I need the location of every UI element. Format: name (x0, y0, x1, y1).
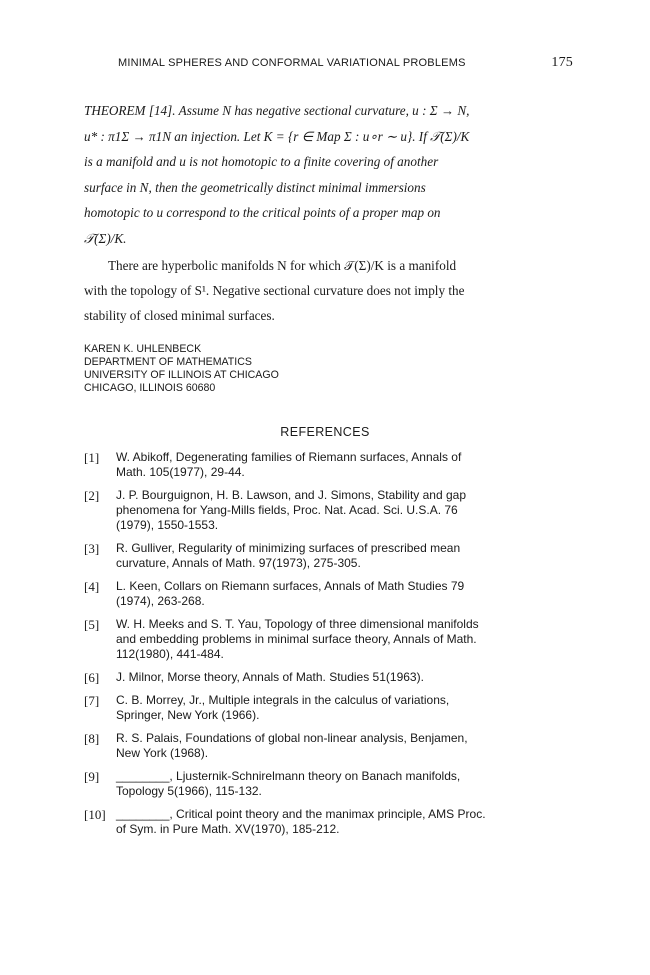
theorem-line: homotopic to u correspond to the critical points of a proper map on (84, 205, 441, 220)
reference-line: C. B. Morrey, Jr., Multiple integrals in the calculus of variations, (116, 693, 450, 707)
author-address (84, 343, 279, 395)
reference-number: [3] (84, 541, 100, 556)
theorem-line: is a manifold and u is not homotopic to a finite covering of another (84, 154, 439, 169)
address-line: CHICAGO, ILLINOIS 60680 (84, 382, 216, 394)
reference-line: J. P. Bourguignon, H. B. Lawson, and J. Simons, Stability and gap (116, 488, 466, 502)
reference-number: [2] (84, 488, 100, 503)
reference-line: W. H. Meeks and S. T. Yau, Topology of three dimensional manifolds (116, 617, 479, 631)
reference-line: 112(1980), 441-484. (116, 647, 224, 661)
reference-number: [5] (84, 617, 100, 632)
reference-item (84, 670, 584, 685)
page-number: 175 (551, 55, 573, 70)
reference-text (116, 670, 584, 685)
reference-text (116, 579, 584, 609)
reference-line: Math. 105(1977), 29-44. (116, 465, 245, 479)
reference-text (116, 769, 584, 799)
reference-item (84, 579, 584, 609)
reference-line: R. S. Palais, Foundations of global non-linear analysis, Benjamen, (116, 731, 468, 745)
reference-line: L. Keen, Collars on Riemann surfaces, Annals of Math Studies 79 (116, 579, 465, 593)
theorem-line: THEOREM [14]. Assume N has negative sectional curvature, u : Σ → N, (84, 103, 470, 118)
reference-line: ________, Ljusternik-Schnirelmann theory on Banach manifolds, (116, 769, 461, 783)
reference-number: [7] (84, 693, 100, 708)
reference-text (116, 541, 584, 571)
address-line: UNIVERSITY OF ILLINOIS AT CHICAGO (84, 369, 279, 381)
reference-item (84, 450, 584, 480)
reference-line: J. Milnor, Morse theory, Annals of Math. Studies 51(1963). (116, 670, 424, 684)
reference-text (116, 731, 584, 761)
reference-line: R. Gulliver, Regularity of minimizing surfaces of prescribed mean (116, 541, 461, 555)
theorem-line: surface in N, then the geometrically distinct minimal immersions (84, 179, 426, 195)
reference-text (116, 693, 584, 723)
reference-line: W. Abikoff, Degenerating families of Riemann surfaces, Annals of (116, 450, 462, 464)
reference-line: ________, Critical point theory and the manimax principle, AMS Proc. (116, 807, 486, 821)
references-heading: REFERENCES (280, 425, 370, 439)
reference-item (84, 488, 584, 533)
reference-text (116, 488, 584, 533)
reference-item (84, 541, 584, 571)
reference-number: [8] (84, 731, 100, 746)
reference-line: (1979), 1550-1553. (116, 518, 219, 532)
address-line: DEPARTMENT OF MATHEMATICS (84, 356, 252, 368)
reference-text (116, 450, 584, 480)
theorem-line: u* : π1Σ → π1N an injection. Let K = {r ∈ Map Σ : u∘r ∼ u}. If 𝒯(Σ)/K (84, 128, 470, 144)
theorem-line: 𝒯(Σ)/K. (84, 230, 127, 246)
reference-number: [1] (84, 450, 100, 465)
reference-text (116, 807, 584, 837)
references-list (84, 450, 584, 845)
reference-number: [4] (84, 579, 100, 594)
reference-line: New York (1968). (116, 746, 209, 760)
reference-line: (1974), 263-268. (116, 594, 205, 608)
remark-line: There are hyperbolic manifolds N for which 𝒯(Σ)/K is a manifold (108, 258, 457, 273)
reference-number: [6] (84, 670, 100, 685)
reference-line: and embedding problems in minimal surface theory, Annals of Math. (116, 632, 477, 646)
remark-line: with the topology of S¹. Negative sectional curvature does not imply the (84, 283, 465, 298)
reference-item (84, 617, 584, 662)
reference-number: [10] (84, 807, 106, 822)
reference-item (84, 807, 584, 837)
author-name: KAREN K. UHLENBECK (84, 343, 202, 355)
remark-paragraph (84, 253, 580, 328)
reference-line: Springer, New York (1966). (116, 708, 260, 722)
reference-line: of Sym. in Pure Math. XV(1970), 185-212. (116, 822, 340, 836)
reference-item (84, 693, 584, 723)
reference-item (84, 731, 584, 761)
running-title: MINIMAL SPHERES AND CONFORMAL VARIATIONAL PROBLEMS (118, 57, 466, 69)
reference-line: curvature, Annals of Math. 97(1973), 275-305. (116, 556, 361, 570)
reference-text (116, 617, 584, 662)
reference-number: [9] (84, 769, 100, 784)
reference-line: Topology 5(1966), 115-132. (116, 784, 262, 798)
reference-line: phenomena for Yang-Mills fields, Proc. Nat. Acad. Sci. U.S.A. 76 (116, 503, 458, 517)
remark-line: stability of closed minimal surfaces. (84, 308, 275, 323)
theorem-block (84, 98, 580, 251)
running-header (118, 55, 573, 75)
reference-item (84, 769, 584, 799)
